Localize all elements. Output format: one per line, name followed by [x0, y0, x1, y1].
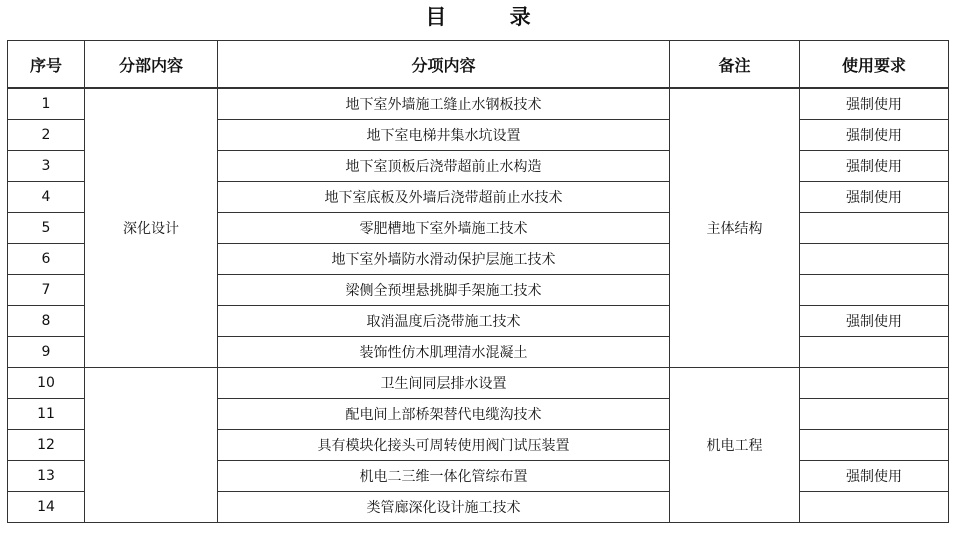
serial-cell: 14 — [8, 492, 85, 523]
serial-cell: 11 — [8, 399, 85, 430]
serial-cell: 9 — [8, 337, 85, 368]
serial-cell: 7 — [8, 275, 85, 306]
item-cell: 卫生间同层排水设置 — [218, 368, 670, 399]
item-cell: 地下室电梯井集水坑设置 — [218, 120, 670, 151]
item-cell: 梁侧全预埋悬挑脚手架施工技术 — [218, 275, 670, 306]
toc-table — [7, 40, 949, 523]
header-remarks: 备注 — [670, 41, 800, 89]
division-cell-empty — [85, 368, 218, 523]
serial-cell: 13 — [8, 461, 85, 492]
division-cell: 深化设计 — [85, 88, 218, 368]
page-title: 目 录 — [425, 5, 559, 29]
remark-cell-structure: 主体结构 — [670, 88, 800, 368]
item-cell: 机电二三维一体化管综布置 — [218, 461, 670, 492]
item-cell: 配电间上部桥架替代电缆沟技术 — [218, 399, 670, 430]
item-cell: 装饰性仿木肌理清水混凝土 — [218, 337, 670, 368]
serial-cell: 10 — [8, 368, 85, 399]
requirement-cell — [800, 275, 949, 306]
table-row — [8, 368, 949, 399]
header-division: 分部内容 — [85, 41, 218, 89]
item-cell: 类管廊深化设计施工技术 — [218, 492, 670, 523]
item-cell: 地下室底板及外墙后浇带超前止水技术 — [218, 182, 670, 213]
requirement-cell: 强制使用 — [800, 306, 949, 337]
serial-cell: 4 — [8, 182, 85, 213]
header-serial-number: 序号 — [8, 41, 85, 89]
requirement-cell: 强制使用 — [800, 120, 949, 151]
requirement-cell: 强制使用 — [800, 182, 949, 213]
serial-cell: 1 — [8, 88, 85, 120]
table-header-row — [8, 41, 949, 89]
serial-cell: 5 — [8, 213, 85, 244]
item-cell: 零肥槽地下室外墙施工技术 — [218, 213, 670, 244]
header-sub-item: 分项内容 — [218, 41, 670, 89]
requirement-cell — [800, 492, 949, 523]
item-cell: 地下室外墙施工缝止水钢板技术 — [218, 88, 670, 120]
requirement-cell: 强制使用 — [800, 151, 949, 182]
requirement-cell — [800, 337, 949, 368]
requirement-cell — [800, 430, 949, 461]
table-row — [8, 88, 949, 120]
header-requirement: 使用要求 — [800, 41, 949, 89]
serial-cell: 3 — [8, 151, 85, 182]
serial-cell: 2 — [8, 120, 85, 151]
requirement-cell: 强制使用 — [800, 461, 949, 492]
item-cell: 地下室顶板后浇带超前止水构造 — [218, 151, 670, 182]
item-cell: 地下室外墙防水滑动保护层施工技术 — [218, 244, 670, 275]
item-cell: 取消温度后浇带施工技术 — [218, 306, 670, 337]
serial-cell: 12 — [8, 430, 85, 461]
item-cell: 具有模块化接头可周转使用阀门试压装置 — [218, 430, 670, 461]
requirement-cell — [800, 399, 949, 430]
requirement-cell — [800, 368, 949, 399]
requirement-cell — [800, 213, 949, 244]
remark-cell-mep: 机电工程 — [670, 368, 800, 523]
serial-cell: 6 — [8, 244, 85, 275]
requirement-cell — [800, 244, 949, 275]
serial-cell: 8 — [8, 306, 85, 337]
requirement-cell: 强制使用 — [800, 88, 949, 120]
